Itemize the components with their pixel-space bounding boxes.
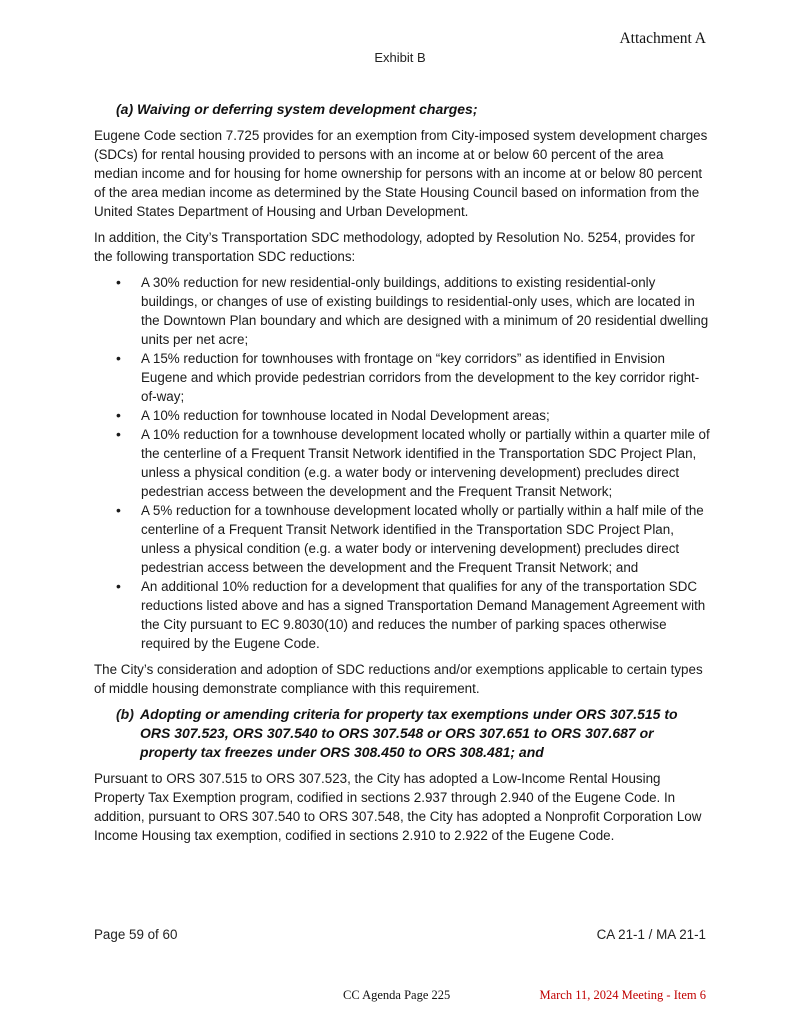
list-item: • A 10% reduction for townhouse located in Nodal Development areas;	[94, 406, 710, 425]
section-a-paragraph-2: In addition, the City’s Transportation SDC methodology, adopted by Resolution No. 5254, provides for the following transportation SDC reductions:	[94, 230, 695, 264]
sdc-reductions-list	[94, 273, 710, 653]
meeting-label: March 11, 2024 Meeting - Item 6	[539, 988, 706, 1002]
list-item: • A 10% reduction for a townhouse development located wholly or partially within a quarter mile of the centerline of a Frequent Transit Network identified in the Transportation SDC Project Plan, unless a physical condition (e.g. a water body or intervening development) precludes direct pedestrian access between the development and the Frequent Transit Network;	[94, 425, 710, 501]
list-item: • A 15% reduction for townhouses with frontage on “key corridors” as identified in Envision Eugene and which provide pedestrian corridors from the development to the key corridor right-of-way;	[94, 349, 710, 406]
list-item: • A 30% reduction for new residential-only buildings, additions to existing residential-only buildings, or changes of use of existing buildings to residential-only uses, which are located in the Downtown Plan boundary and which are designed with a minimum of 20 residential dwelling units per net acre;	[94, 273, 710, 349]
page-number: Page 59 of 60	[94, 927, 178, 942]
section-a-heading: (a) Waiving or deferring system development charges;	[116, 101, 478, 117]
document-body	[94, 100, 710, 852]
document-id: CA 21-1 / MA 21-1	[596, 927, 706, 942]
section-b-paragraph-1: Pursuant to ORS 307.515 to ORS 307.523, the City has adopted a Low-Income Rental Housing Property Tax Exemption program, codified in sections 2.937 through 2.940 of the Eugene Code. In addition, pursuant to ORS 307.540 to ORS 307.548, the City has adopted a Nonprofit Corporation Low Income Housing tax exemption, codified in sections 2.910 to 2.922 of the Eugene Code.	[94, 771, 702, 843]
list-item: • A 5% reduction for a townhouse development located wholly or partially within a half mile of the centerline of a Frequent Transit Network identified in the Transportation SDC Project Plan, unless a physical condition (e.g. a water body or intervening development) precludes direct pedestrian access between the development and the Frequent Transit Network; and	[94, 501, 710, 577]
section-b-heading-text: Adopting or amending criteria for property tax exemptions under ORS 307.515 to ORS 307.523, ORS 307.540 to ORS 307.548 or ORS 307.651 to ORS 307.687 or property tax freezes under ORS 308.450 to ORS 308.481; and	[140, 706, 678, 760]
section-a-paragraph-1: Eugene Code section 7.725 provides for an exemption from City-imposed system development charges (SDCs) for rental housing provided to persons with an income at or below 60 percent of the area median income and for housing for home ownership for persons with an income at or below 80 percent of the area median income as determined by the State Housing Council based on information from the United States Department of Housing and Urban Development.	[94, 128, 708, 219]
list-item: • An additional 10% reduction for a development that qualifies for any of the transportation SDC reductions listed above and has a signed Transportation Demand Management Agreement with the City pursuant to EC 9.8030(10) and reduces the number of parking spaces otherwise required by the Eugene Code.	[94, 577, 710, 653]
section-b-label: (b)	[116, 706, 134, 722]
section-a-paragraph-3: The City’s consideration and adoption of SDC reductions and/or exemptions applicable to certain types of middle housing demonstrate compliance with this requirement.	[94, 662, 703, 696]
section-b-heading	[116, 705, 710, 762]
agenda-page-label: CC Agenda Page 225	[343, 988, 451, 1002]
attachment-label: Attachment A	[619, 30, 706, 47]
exhibit-label: Exhibit B	[374, 50, 426, 65]
